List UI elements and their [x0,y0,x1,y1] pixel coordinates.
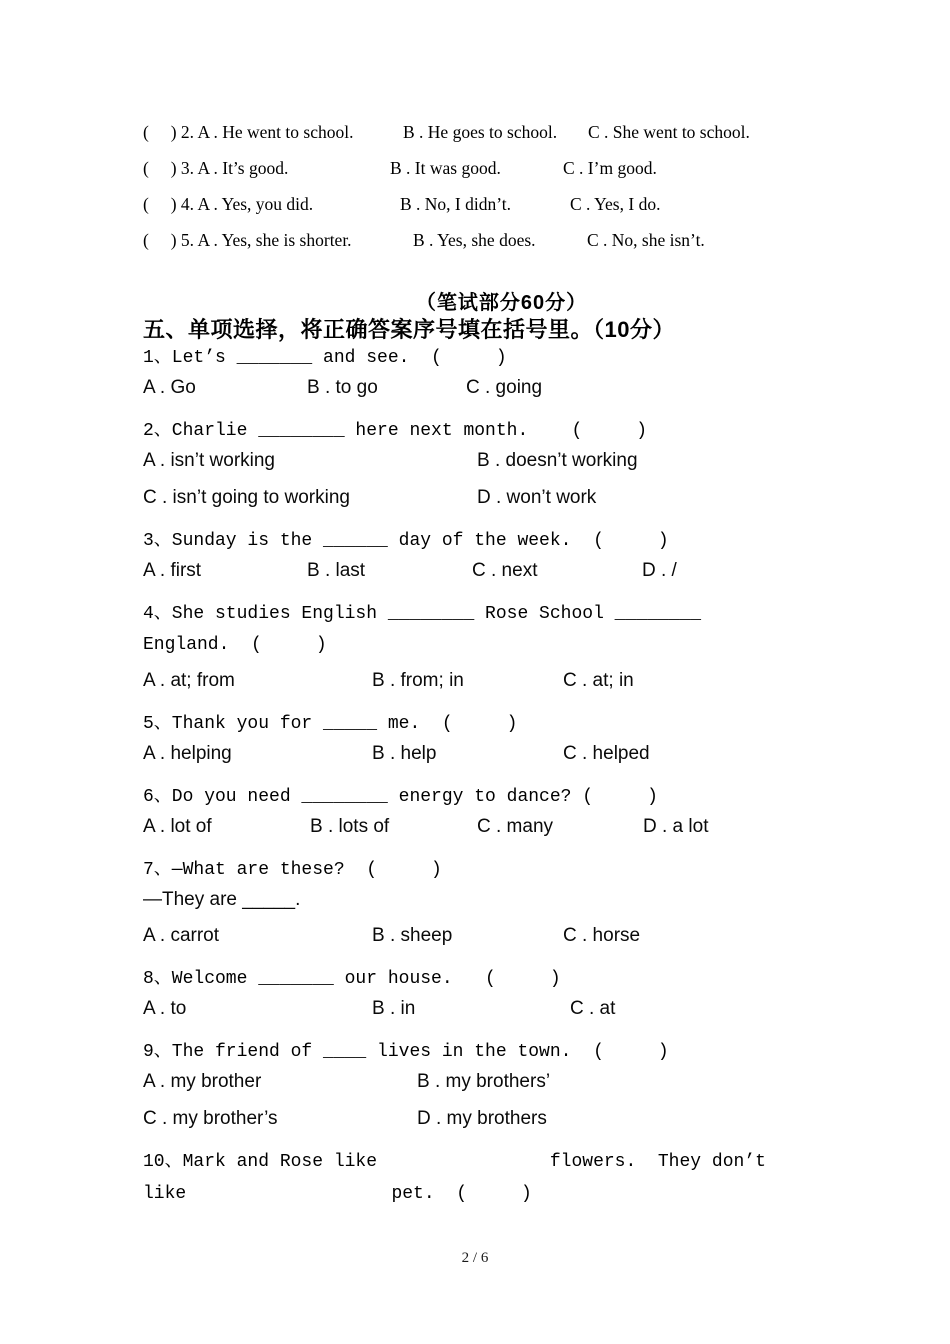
listening-lead: ( ) 5. A . Yes, she is shorter. [143,230,352,250]
listening-row-2 [0,122,950,154]
question-1-options-row [0,377,950,409]
question-text: 8、Welcome _______ our house. ( ) [143,969,561,989]
question-text: 1、Let’s _______ and see. ( ) [143,348,507,368]
question-1-text-row [0,342,950,374]
listening-option-b: B . He goes to school. [403,122,558,142]
listening-lead: ( ) 2. A . He went to school. [143,122,354,142]
listening-option-c: C . She went to school. [588,122,750,142]
listening-row-5 [0,230,950,262]
question-text: 4、She studies English ________ Rose School ________ [143,604,702,624]
question-10-text-row-2 [0,1184,950,1216]
listening-option-c: C . I’m good. [563,158,657,178]
question-text-continued: —They are _____. [143,889,301,910]
option-item: A . carrot [143,925,220,946]
question-6-text-row [0,781,950,813]
option-item: C . isn’t going to working [143,487,350,508]
question-7-text-row-2 [0,889,950,921]
question-text-continued: England. ( ) [143,635,327,655]
question-9-options-row-2 [0,1108,950,1140]
question-10-text-row [0,1146,950,1178]
question-9-text-row [0,1036,950,1068]
listening-option-c: C . Yes, I do. [570,194,661,214]
section-heading: 五、单项选择，将正确答案序号填在括号里。（10分） [143,317,675,342]
option-item: A . lot of [143,816,212,837]
option-item: D . won’t work [477,487,597,508]
listening-option-b: B . No, I didn’t. [400,194,511,214]
option-item: D . a lot [643,816,709,837]
option-item: C . helped [563,743,650,764]
question-4-text-row-2 [0,635,950,667]
question-7-options-row [0,925,950,957]
question-4-text-row [0,598,950,630]
option-item: C . going [466,377,543,398]
option-item: B . my brothers’ [417,1071,551,1092]
option-item: B . last [307,560,366,581]
option-item: C . my brother’s [143,1108,278,1129]
option-item: A . helping [143,743,232,764]
question-8-options-row [0,998,950,1030]
option-item: B . sheep [372,925,453,946]
question-text: 2、Charlie ________ here next month. ( ) [143,421,648,441]
question-4-options-row [0,670,950,702]
option-item: C . next [472,560,538,581]
option-item: B . to go [307,377,378,398]
option-item: C . at [570,998,616,1019]
option-item: B . lots of [310,816,390,837]
listening-lead: ( ) 3. A . It’s good. [143,158,289,178]
option-item: A . my brother [143,1071,262,1092]
option-item: A . first [143,560,202,581]
option-item: C . many [477,816,554,837]
page-number: 2 / 6 [461,1250,489,1266]
listening-row-3 [0,158,950,190]
question-2-options-row-1 [0,450,950,482]
listening-option-c: C . No, she isn’t. [587,230,705,250]
question-2-text-row [0,415,950,447]
option-item: B . help [372,743,437,764]
question-text: 7、—What are these? ( ) [143,860,442,880]
option-item: B . in [372,998,416,1019]
question-5-text-row [0,708,950,740]
option-item: C . horse [563,925,641,946]
page-footer [0,1250,950,1282]
listening-option-b: B . Yes, she does. [413,230,536,250]
option-item: A . at; from [143,670,235,691]
question-3-options-row [0,560,950,592]
listening-option-b: B . It was good. [390,158,501,178]
listening-lead: ( ) 4. A . Yes, you did. [143,194,314,214]
question-5-options-row [0,743,950,775]
question-9-options-row-1 [0,1071,950,1103]
question-text: 9、The friend of ____ lives in the town. ( ) [143,1042,669,1062]
question-7-text-row [0,854,950,886]
question-text: 5、Thank you for _____ me. ( ) [143,714,518,734]
question-text: 3、Sunday is the ______ day of the week. ( ) [143,531,669,551]
option-item: B . from; in [372,670,464,691]
option-item: A . to [143,998,187,1019]
option-item: C . at; in [563,670,634,691]
question-8-text-row [0,963,950,995]
option-item: D . my brothers [417,1108,547,1129]
option-item: B . doesn’t working [477,450,638,471]
listening-row-4 [0,194,950,226]
question-text-continued: like pet. ( ) [143,1184,532,1204]
question-3-text-row [0,525,950,557]
question-text: 6、Do you need ________ energy to dance? ( ) [143,787,658,807]
question-2-options-row-2 [0,487,950,519]
option-item: A . isn’t working [143,450,275,471]
question-6-options-row [0,816,950,848]
section5-heading-row [0,313,950,345]
option-item: D . / [642,560,677,581]
written-part-header: （笔试部分60分） [415,292,588,314]
option-item: A . Go [143,377,196,398]
question-text: 10、Mark and Rose like flowers. They don’t [143,1152,766,1172]
